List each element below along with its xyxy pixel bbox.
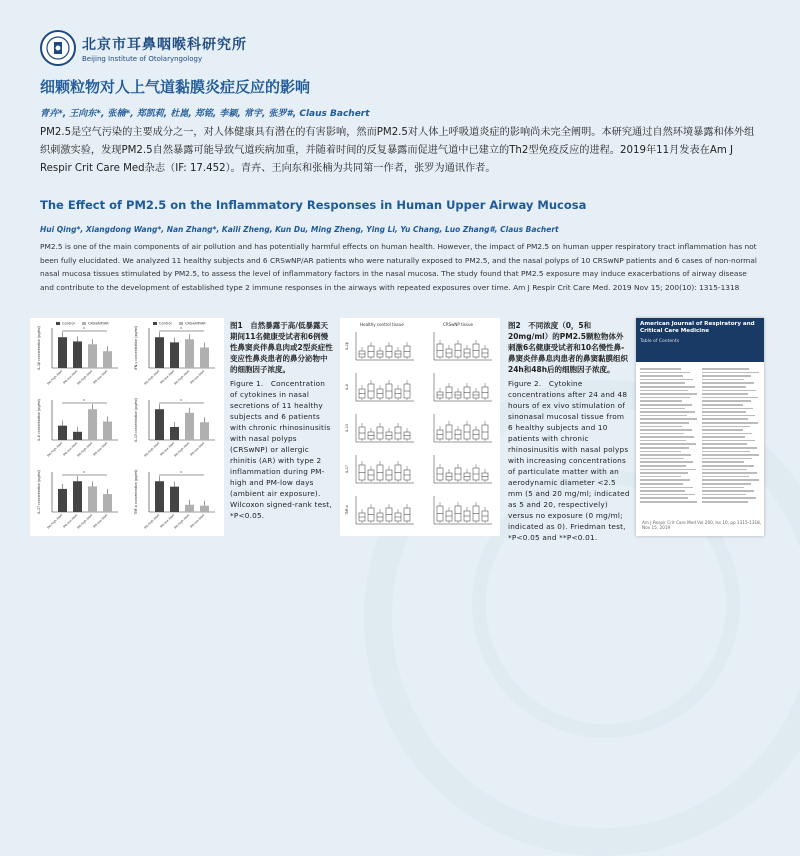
figure1-caption-en: Figure 1. Concentration of cytokines in nasal secretions of 11 healthy subjects and 6 patients with chronic rhinosinusitis with nasal polyps (CRSwNP) or allergic rhinitis (AR) with type 2 inflammation during PM-high and PM-low days (ambient air exposure). Wilcoxon signed-rank test, *P<0.05. xyxy=(230,379,332,520)
figure1-panel xyxy=(37,322,118,386)
journal-text-line xyxy=(702,440,755,442)
category-label: PM-low days xyxy=(189,368,206,385)
journal-text-line xyxy=(702,447,757,449)
bar xyxy=(155,337,164,368)
bar xyxy=(185,505,194,512)
journal-text-line xyxy=(702,411,746,413)
category-label: PM-high days xyxy=(76,368,94,386)
figure2-panel xyxy=(345,332,414,360)
legend-control-label: Control xyxy=(62,321,75,326)
bar xyxy=(73,341,82,368)
journal-text-line xyxy=(702,368,749,370)
category-label: PM-low days xyxy=(159,368,176,385)
institute-logo xyxy=(40,30,76,66)
authors-chinese: 青卉*, 王向东*, 张楠*, 郑凯莉, 杜崑, 郑铭, 李颖, 常宇, 张罗#, Claus Bachert xyxy=(40,109,370,119)
authors-english: Hui Qing*, Xiangdong Wang*, Nan Zhang*, Kaili Zheng, Kun Du, Ming Zheng, Ying Li, Yu Chang, Luo Zhang#, Claus Bachert xyxy=(40,225,559,234)
category-label: PM-high days xyxy=(76,512,94,530)
y-axis-label: IFN-γ concentration (pg/ml) xyxy=(134,326,138,370)
journal-text-line xyxy=(640,454,691,456)
journal-text-line xyxy=(640,443,696,445)
journal-text-line xyxy=(702,408,753,410)
significance-marker: * xyxy=(180,398,182,404)
row-label: IL-17 xyxy=(345,465,349,473)
bar xyxy=(88,344,97,368)
journal-citation: Am J Respir Crit Care Med Vol 200, Iss 10, pp 1315-1318, Nov 15, 2019 xyxy=(642,520,762,530)
category-label: PM-low days xyxy=(92,512,109,529)
legend-disease-swatch xyxy=(179,322,183,325)
figure1-panel xyxy=(134,398,215,458)
figure2-caption-en: Figure 2. Cytokine concentrations after 24 and 48 hours of ex vivo stimulation of sinonasal mucosal tissue from 6 healthy subjects and 10 patients with chronic rhinosinusitis with nasal polyps with increasing concentrations of particulate matter with an aerodynamic diameter <2.5 mm (5 and 20 mg/ml; indicated as 5 and 20, respectively) versus no exposure (0 mg/ml; indicated as 0). Friedman test, *P<0.05 and **P<0.01. xyxy=(508,379,630,542)
journal-text-line xyxy=(702,415,755,417)
institute-header xyxy=(40,30,247,66)
y-axis-label: IL-1β concentration (pg/ml) xyxy=(37,326,41,370)
bar xyxy=(103,494,112,512)
figure1-panel xyxy=(37,399,118,458)
category-label: PM-low days xyxy=(92,368,109,385)
journal-text-line xyxy=(702,379,744,381)
journal-header xyxy=(636,318,764,362)
journal-text-line xyxy=(702,487,744,489)
bar xyxy=(155,409,164,440)
category-label: PM-low days xyxy=(189,440,206,457)
journal-text-columns xyxy=(636,362,764,509)
category-label: PM-high days xyxy=(46,368,64,386)
journal-text-line xyxy=(640,390,688,392)
category-label: PM-low days xyxy=(62,368,79,385)
significance-marker: * xyxy=(83,470,85,476)
category-label: PM-low days xyxy=(159,440,176,457)
category-label: PM-low days xyxy=(92,440,109,457)
journal-text-line xyxy=(640,415,687,417)
legend-disease-swatch xyxy=(82,322,86,325)
bar xyxy=(185,339,194,368)
bar xyxy=(58,337,67,368)
journal-text-line xyxy=(640,433,684,435)
figure1-panel xyxy=(134,469,215,529)
figure1-bar-charts xyxy=(30,318,224,536)
y-axis-label: IL-6 concentration (pg/ml) xyxy=(37,399,41,441)
significance-marker: * xyxy=(180,470,182,476)
journal-text-line xyxy=(702,426,750,428)
journal-text-line xyxy=(640,372,690,374)
bar xyxy=(88,409,97,440)
row-label: IL-1β xyxy=(345,342,349,350)
journal-text-line xyxy=(702,422,758,424)
journal-text-line xyxy=(640,422,689,424)
journal-text-line xyxy=(702,479,759,481)
journal-page-thumbnail xyxy=(636,318,764,536)
title-english: The Effect of PM2.5 on the Inflammatory Responses in Human Upper Airway Mucosa xyxy=(40,198,587,212)
journal-text-line xyxy=(640,386,695,388)
journal-text-line xyxy=(702,404,743,406)
figure2-panel xyxy=(434,373,492,401)
row-label: IL-6 xyxy=(345,384,349,390)
journal-text-line xyxy=(640,382,685,384)
bar xyxy=(170,427,179,440)
bar xyxy=(200,506,209,512)
bar xyxy=(103,351,112,368)
journal-text-line xyxy=(640,497,688,499)
y-axis-label: TNF-α concentration (pg/ml) xyxy=(134,469,138,515)
figure2-caption xyxy=(508,320,630,543)
bar xyxy=(73,481,82,512)
journal-text-line xyxy=(640,429,692,431)
figure1-panel xyxy=(134,322,215,386)
journal-text-line xyxy=(702,458,752,460)
journal-text-line xyxy=(702,443,747,445)
journal-text-line xyxy=(640,494,695,496)
journal-text-line xyxy=(640,426,682,428)
journal-text-line xyxy=(702,490,754,492)
journal-text-line xyxy=(640,458,684,460)
figure2-panel xyxy=(345,373,414,401)
journal-text-line xyxy=(702,451,750,453)
category-label: PM-high days xyxy=(143,368,161,386)
figure2-box-plots xyxy=(340,318,500,536)
category-label: PM-high days xyxy=(143,512,161,530)
figure2-panel xyxy=(345,455,414,483)
journal-text-line xyxy=(640,469,696,471)
journal-text-line xyxy=(702,454,759,456)
journal-text-line xyxy=(702,501,748,503)
journal-text-line xyxy=(640,465,686,467)
journal-text-line xyxy=(640,501,697,503)
title-chinese: 细颗粒物对人上气道黏膜炎症反应的影响 xyxy=(40,78,311,96)
journal-text-line xyxy=(702,483,751,485)
journal-text-line xyxy=(702,390,756,392)
journal-text-line xyxy=(640,451,681,453)
category-label: PM-high days xyxy=(173,512,191,530)
bar xyxy=(155,481,164,512)
journal-text-line xyxy=(640,379,693,381)
journal-text-line xyxy=(702,465,754,467)
significance-marker: * xyxy=(83,326,85,332)
significance-marker: * xyxy=(83,398,85,404)
y-axis-label: IL-13 concentration (pg/ml) xyxy=(134,398,138,442)
figure1-caption-cn: 图1 自然暴露于高/低暴露天期间11名健康受试者和6例慢性鼻窦炎伴鼻息肉或2型炎症性变应性鼻炎患者的鼻分泌物中的细胞因子浓度。 xyxy=(230,321,333,374)
bar xyxy=(200,347,209,368)
institute-name-en: Beijing Institute of Otolaryngology xyxy=(82,54,203,63)
journal-text-line xyxy=(702,372,759,374)
category-label: PM-low days xyxy=(62,512,79,529)
significance-marker: * xyxy=(180,326,182,332)
legend-disease-label: CRSwNP/AR xyxy=(88,321,109,326)
bar xyxy=(73,432,82,440)
category-label: PM-high days xyxy=(46,512,64,530)
journal-text-line xyxy=(640,400,682,402)
journal-text-line xyxy=(640,487,693,489)
journal-text-line xyxy=(640,411,695,413)
journal-toc: Table of Contents xyxy=(640,339,680,344)
journal-text-line xyxy=(640,461,693,463)
institute-name-cn: 北京市耳鼻咽喉科研究所 xyxy=(82,36,247,53)
journal-text-line xyxy=(640,368,681,370)
journal-text-line xyxy=(640,479,690,481)
bar xyxy=(170,487,179,512)
journal-text-line xyxy=(702,494,746,496)
category-label: PM-high days xyxy=(143,440,161,458)
category-label: PM-high days xyxy=(173,368,191,386)
figure1-caption xyxy=(230,320,334,521)
journal-text-line xyxy=(702,375,751,377)
journal-text-line xyxy=(640,440,686,442)
journal-text-line xyxy=(702,400,751,402)
column-title-crswnp: CRSwNP tissue xyxy=(443,322,473,327)
journal-text-line xyxy=(640,408,685,410)
category-label: PM-low days xyxy=(62,440,79,457)
journal-text-line xyxy=(702,476,749,478)
figure2-panel xyxy=(345,496,414,524)
abstract-chinese: PM2.5是空气污染的主要成分之一，对人体健康具有潜在的有害影响，然而PM2.5对人体上呼吸道炎症的影响尚未完全阐明。本研究通过自然环境暴露和体外组织刺激实验，发现PM2.5自然暴露可能导致气道疾病加重，并随着时间的反复暴露而促进气道中已建立的Th2型免疫反应的进程。2019年11月发表在Am J Respir Crit Care Med杂志（IF: 17.452）。青卉、王向东和张楠为共同第一作者，张罗为通讯作者。 xyxy=(40,127,755,174)
bar xyxy=(185,413,194,440)
journal-text-line xyxy=(702,469,747,471)
bar xyxy=(58,426,67,440)
journal-text-line xyxy=(640,436,694,438)
column-title-healthy: Healthy control tissue xyxy=(360,322,404,327)
journal-text-line xyxy=(702,433,752,435)
journal-text-line xyxy=(640,418,697,420)
row-label: TNF-α xyxy=(345,505,349,515)
journal-text-line xyxy=(640,472,688,474)
figure2-panel xyxy=(434,332,492,360)
legend-control-label: Control xyxy=(159,321,172,326)
figure2-panel xyxy=(345,414,414,442)
bar xyxy=(170,342,179,368)
journal-text-line xyxy=(702,436,745,438)
legend-control-swatch xyxy=(56,322,60,325)
category-label: PM-high days xyxy=(46,440,64,458)
journal-text-line xyxy=(640,393,697,395)
journal-text-line xyxy=(640,490,685,492)
y-axis-label: IL-17 concentration (pg/ml) xyxy=(37,470,41,514)
figure2-image xyxy=(340,318,500,536)
journal-text-line xyxy=(702,429,743,431)
bar xyxy=(103,422,112,440)
bar xyxy=(200,422,209,440)
bar xyxy=(58,489,67,512)
journal-text-line xyxy=(702,393,748,395)
figure1-image xyxy=(30,318,224,536)
journal-text-line xyxy=(702,397,758,399)
category-label: PM-high days xyxy=(76,440,94,458)
journal-text-line xyxy=(640,404,692,406)
figure2-panel xyxy=(434,455,492,483)
figure2-panel xyxy=(434,496,492,524)
legend-control-swatch xyxy=(153,322,157,325)
journal-text-line xyxy=(702,418,748,420)
category-label: PM-low days xyxy=(159,512,176,529)
figure2-caption-cn: 图2 不同浓度（0，5和20mg/ml）的PM2.5颗粒物体外刺激6名健康受试者和10名慢性鼻-鼻窦炎伴鼻息肉患者的鼻窦黏膜组织24h和48h后的细胞因子浓度。 xyxy=(508,321,628,374)
journal-text-line xyxy=(702,461,744,463)
journal-name: American Journal of Respiratory and Critical Care Medicine xyxy=(640,321,755,334)
journal-text-line xyxy=(640,397,690,399)
journal-text-line xyxy=(702,382,754,384)
journal-text-line xyxy=(702,497,756,499)
abstract-english: PM2.5 is one of the main components of air pollution and has potentially harmful effects on human health. However, the impact of PM2.5 on human upper respiratory tract inflammation has not been fully elucidated. We analyzed 11 healthy subjects and 6 CRSwNP/AR patients who were naturally exposed to PM2.5, and the nasal polyps of 10 CRSwNP patients and 6 cases of non-normal nasal mucosa tissues stimulated by PM2.5, to assess the level of inflammatory factors in the nasal mucosa. The study found that PM2.5 exposure may induce exacerbations of airway disease and contribute to the development of established type 2 immune responses in the airways with repeated exposures over time. Am J Respir Crit Care Med. 2019 Nov 15; 200(10): 1315-1318 xyxy=(40,242,757,292)
row-label: IL-13 xyxy=(345,424,349,432)
journal-text-line xyxy=(702,472,757,474)
journal-text-line xyxy=(702,386,746,388)
figure2-panel xyxy=(434,414,492,442)
figure1-panel xyxy=(37,470,118,530)
bar xyxy=(88,486,97,512)
logo-emblem-icon xyxy=(45,35,71,61)
category-label: PM-high days xyxy=(173,440,191,458)
category-label: PM-low days xyxy=(189,512,206,529)
journal-text-line xyxy=(640,375,683,377)
legend-disease-label: CRSwNP/AR xyxy=(185,321,206,326)
journal-text-line xyxy=(640,476,681,478)
journal-text-line xyxy=(640,447,689,449)
journal-text-line xyxy=(640,483,683,485)
